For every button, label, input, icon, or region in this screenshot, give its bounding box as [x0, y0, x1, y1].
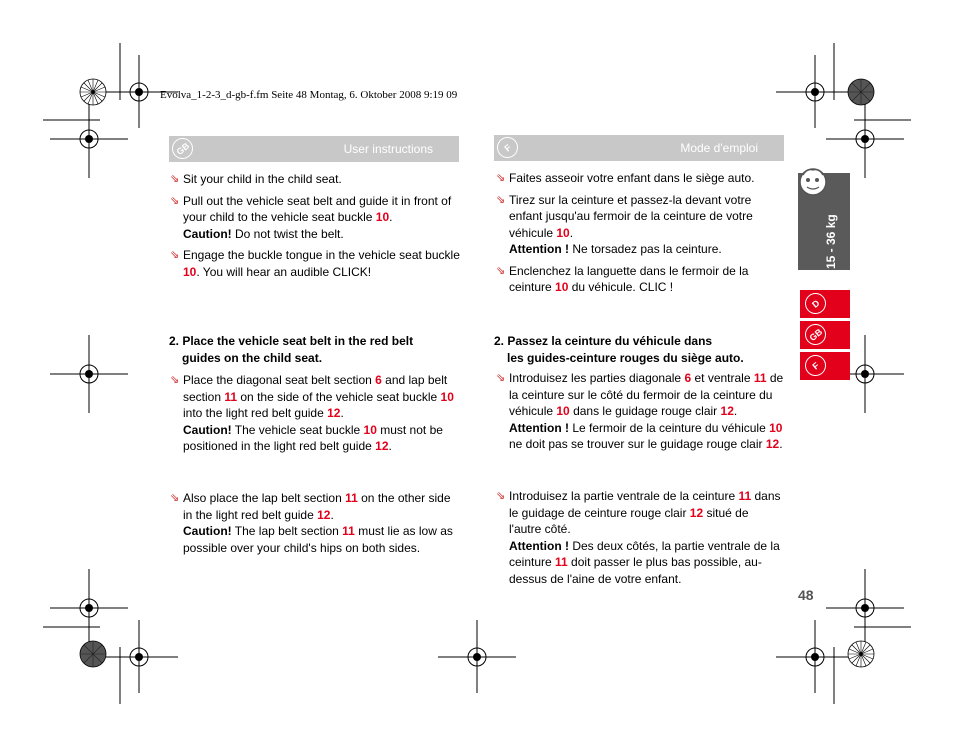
part-reference-number: 10	[440, 389, 454, 404]
part-reference-number: 10	[375, 210, 390, 224]
instruction-item	[496, 488, 784, 587]
part-reference-number: 12	[765, 437, 780, 451]
instruction-text: .	[779, 437, 783, 451]
instruction-text: Enclenchez la languette dans le fermoir de la ceinture	[509, 263, 749, 294]
bullet-arrow-icon: ⇘	[496, 264, 506, 277]
part-reference-number: 10	[555, 280, 569, 294]
instruction-item	[170, 247, 460, 280]
gb-section-3	[170, 490, 460, 561]
instruction-text: du véhicule. CLIC !	[568, 280, 674, 294]
gb-header-title: User instructions	[343, 142, 433, 156]
instruction-text: into the light red belt guide	[183, 406, 328, 420]
part-reference-number: 11	[345, 491, 358, 505]
bullet-arrow-icon: ⇘	[496, 193, 506, 206]
weight-class-label: 15 - 36 kg	[824, 214, 838, 269]
instruction-text: doit passer le plus bas possible, au-dessus de l'aine de votre enfant.	[509, 555, 762, 586]
instruction-item	[170, 490, 460, 556]
instruction-text: and lap belt section	[183, 373, 448, 404]
instruction-item	[170, 193, 460, 243]
instruction-text: Introduisez les parties diagonale	[509, 371, 685, 385]
part-reference-number: 10	[363, 422, 377, 437]
instruction-text: .	[340, 406, 344, 420]
instruction-text: Introduisez la partie ventrale de la ceinture	[509, 489, 739, 503]
language-tab-gb	[800, 321, 850, 349]
part-reference-number: 6	[684, 371, 692, 385]
f-section-2	[496, 370, 784, 458]
gb-heading-line-1: 2. Place the vehicle seat belt in the red belt	[169, 334, 414, 348]
bullet-arrow-icon: ⇘	[496, 372, 506, 384]
instruction-text: .	[389, 210, 393, 224]
part-reference-number: 11	[224, 389, 238, 404]
instruction-text: et ventrale	[691, 371, 754, 385]
gb-heading-line-2: guides on the child seat.	[182, 351, 323, 365]
part-reference-number: 10	[556, 404, 570, 418]
instruction-text: on the side of the vehicle seat buckle	[237, 389, 441, 404]
instruction-text: Also place the lap belt section	[183, 491, 346, 505]
gb-language-badge: GB	[168, 134, 198, 164]
language-tab-f	[800, 352, 850, 380]
page-number: 48	[798, 587, 814, 603]
instruction-text: The vehicle seat buckle	[231, 422, 364, 437]
instruction-text: .	[569, 225, 574, 240]
f-heading-line-2: les guides-ceinture rouges du siège auto.	[507, 351, 744, 365]
bullet-arrow-icon: ⇘	[170, 249, 180, 261]
child-face-icon	[797, 166, 829, 198]
instruction-text: Tirez sur la ceinture et passez-la devant votre enfant jusqu'au fermoir de la ceinture de votre véhicule	[509, 192, 753, 240]
instruction-text: situé de l'autre côté.	[509, 505, 749, 536]
part-reference-number: 11	[555, 555, 568, 569]
part-reference-number: 10	[556, 225, 570, 240]
instruction-text: .	[388, 439, 392, 453]
part-reference-number: 10	[769, 420, 783, 435]
f-section-1	[496, 170, 784, 301]
bullet-arrow-icon: ⇘	[496, 490, 506, 502]
instruction-text: . You will hear an audible CLICK!	[196, 264, 372, 279]
part-reference-number: 10	[183, 264, 197, 279]
part-reference-number: 11	[738, 489, 752, 503]
instruction-item	[496, 192, 784, 258]
instruction-text: Ne torsadez pas la ceinture.	[568, 242, 722, 256]
instruction-text: .	[733, 404, 738, 418]
instruction-item	[496, 170, 784, 187]
instruction-text: on the other side in the light red belt guide	[183, 491, 451, 522]
gb-section-2	[170, 372, 460, 460]
f-step-heading	[494, 333, 784, 367]
gb-header-bar	[169, 136, 459, 162]
file-info: Evolva_1-2-3_d-gb-f.fm Seite 48 Montag, 6. Oktober 2008 9:19 09	[160, 89, 458, 101]
language-tab-gb-label: GB	[801, 320, 831, 350]
instruction-text: ne doit pas se trouver sur le guidage rouge clair	[509, 437, 766, 451]
instruction-text: dans le guidage rouge clair	[569, 404, 721, 418]
instruction-text: Faites asseoir votre enfant dans le siège auto.	[509, 171, 755, 185]
caution-label: Attention !	[509, 538, 569, 553]
part-reference-number: 12	[327, 406, 341, 420]
part-reference-number: 11	[753, 371, 767, 385]
gb-section-1	[170, 171, 460, 285]
instruction-item	[170, 372, 460, 455]
instruction-text: .	[330, 507, 334, 522]
instruction-text: must not be positioned in the light red belt guide	[183, 422, 443, 453]
instruction-text: Des deux côtés, la partie ventrale de la ceinture	[509, 538, 780, 569]
bullet-arrow-icon: ⇘	[170, 492, 180, 504]
f-heading-line-1: 2. Passez la ceinture du véhicule dans	[494, 334, 713, 348]
instruction-text: The lap belt section	[231, 524, 343, 538]
f-header-title: Mode d'emploi	[680, 141, 758, 155]
gb-step-heading	[169, 333, 459, 367]
caution-label: Attention !	[509, 242, 569, 256]
instruction-item	[496, 263, 784, 296]
instruction-text: Do not twist the belt.	[231, 226, 344, 241]
instruction-item	[170, 171, 460, 188]
f-header-bar	[494, 135, 784, 161]
bullet-arrow-icon: ⇘	[170, 374, 180, 386]
instruction-text: de la ceinture sur le côté du fermoir de la ceinture du véhicule	[509, 371, 784, 418]
instruction-text: Le fermoir de la ceinture du véhicule	[568, 420, 770, 435]
bullet-arrow-icon: ⇘	[170, 173, 180, 185]
part-reference-number: 12	[689, 505, 704, 520]
bullet-arrow-icon: ⇘	[496, 172, 506, 184]
f-section-3	[496, 488, 784, 592]
language-tab-f-label: F	[801, 351, 831, 381]
part-reference-number: 12	[375, 439, 389, 453]
part-reference-number: 6	[375, 373, 382, 387]
caution-label: Caution!	[183, 422, 232, 437]
instruction-text: must lie as low as possible over your child's hips on both sides.	[183, 524, 453, 555]
part-reference-number: 11	[342, 524, 355, 538]
part-reference-number: 12	[317, 507, 331, 522]
instruction-text: Place the diagonal seat belt section	[183, 373, 376, 387]
f-language-badge: F	[493, 133, 523, 163]
instruction-text: Sit your child in the child seat.	[183, 172, 342, 186]
caution-label: Attention !	[509, 420, 569, 435]
instruction-text: Pull out the vehicle seat belt and guide it in front of your child to the vehicle seat buckle	[183, 193, 452, 224]
instruction-text: Engage the buckle tongue in the vehicle seat buckle	[183, 248, 460, 262]
caution-label: Caution!	[183, 226, 232, 241]
part-reference-number: 12	[720, 404, 734, 418]
language-tab-d-label: D	[801, 289, 831, 319]
instruction-text: dans le guidage de ceinture rouge clair	[509, 489, 781, 520]
caution-label: Caution!	[183, 524, 232, 538]
bullet-arrow-icon: ⇘	[170, 194, 180, 207]
language-tab-d	[800, 290, 850, 318]
instruction-item	[496, 370, 784, 453]
